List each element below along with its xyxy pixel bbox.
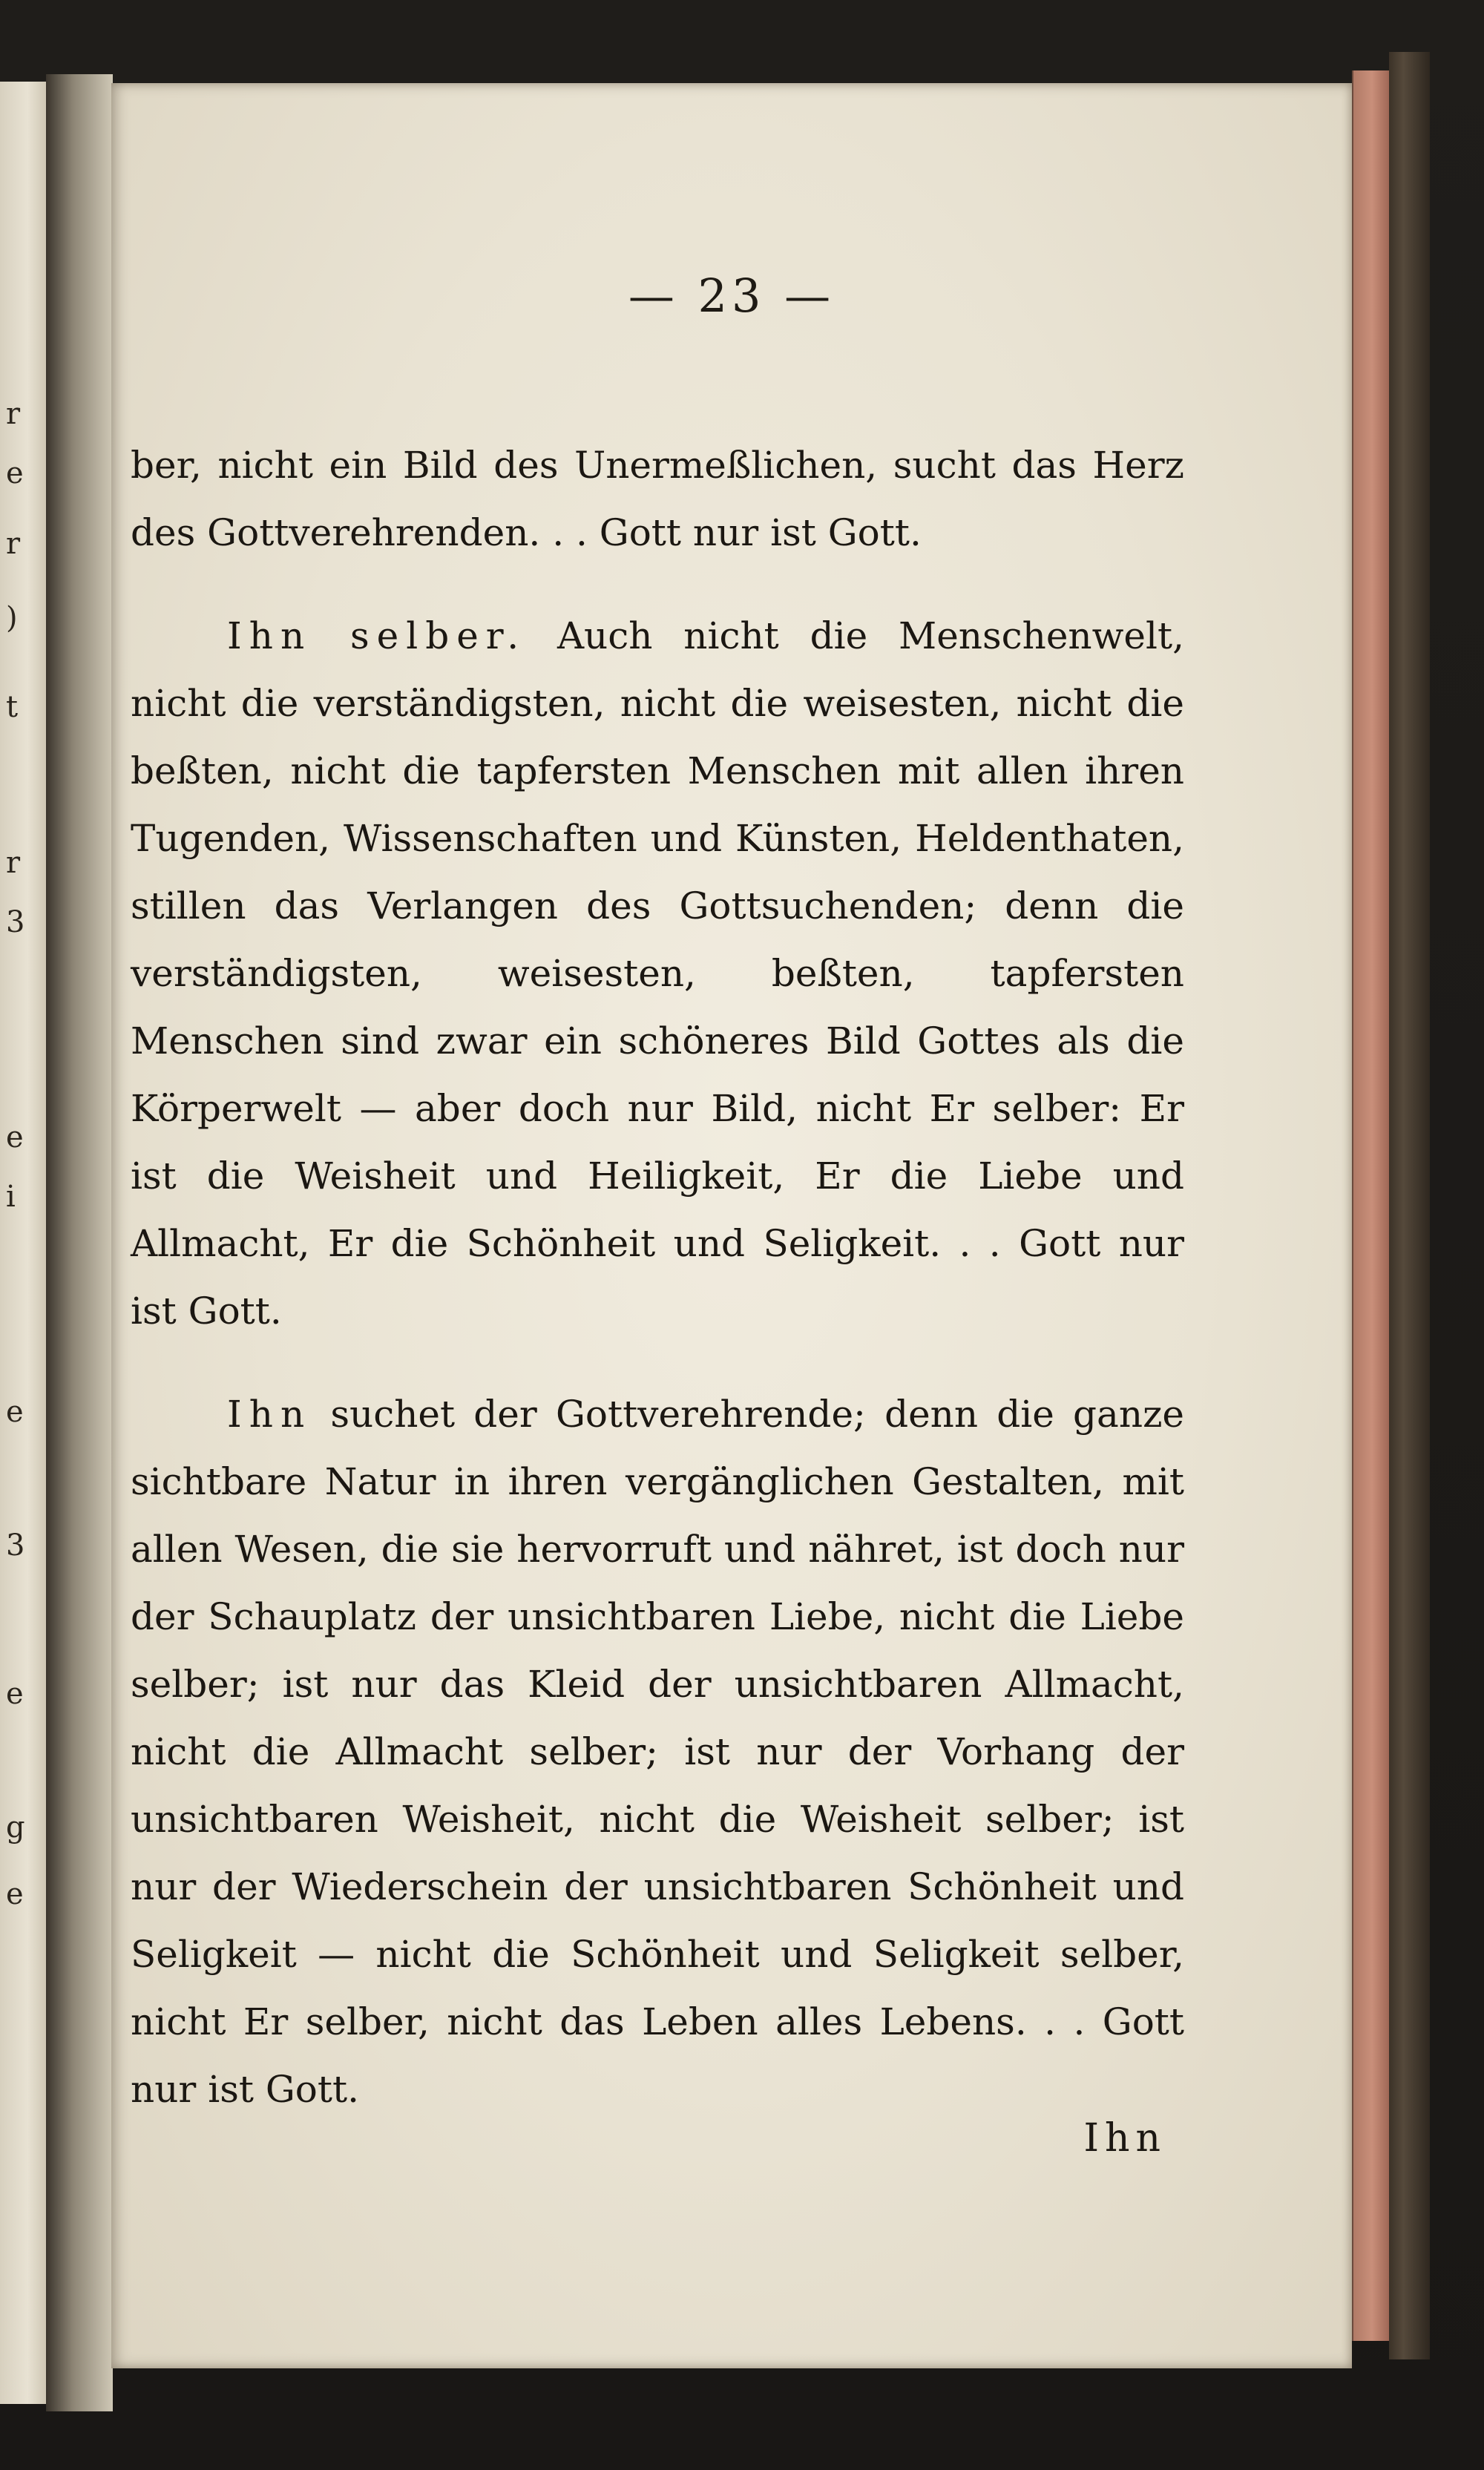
facing-page-fragment: e [6, 1395, 24, 1429]
facing-page-fragment: r [6, 397, 21, 431]
paragraph [131, 432, 1184, 567]
catchword: Ihn [1083, 2116, 1166, 2161]
facing-page-fragment: t [6, 690, 19, 724]
facing-page-fragment: r [6, 846, 21, 880]
facing-page-fragment: ) [6, 601, 18, 635]
page-body [131, 432, 1184, 2124]
facing-page-fragment: e [6, 1877, 24, 1911]
facing-page-fragment: e [6, 456, 24, 490]
facing-page-fragment: 3 [6, 905, 25, 939]
paragraph [131, 1381, 1184, 2124]
facing-page-edge [0, 82, 48, 2404]
cover-board [1389, 52, 1430, 2359]
paragraph-text: Auch nicht die Menschenwelt, nicht die verständigsten, nicht die weisesten, nicht die beßten, nicht die tapfersten Menschen mit allen ihren Tugenden, Wissenschaften und Künsten, Heldenthaten, stillen das Verlangen des Gottsuchenden; denn die verständigsten, weisesten, beßten, tapfersten Menschen sind zwar ein schöneres Bild Gottes als die Körperwelt — aber doch nur Bild, nicht Er selber: Er ist die Weisheit und Heiligkeit, Er die Liebe und Allmacht, Er die Schönheit und Seligkeit. . . Gott nur ist Gott. [131, 614, 1185, 1333]
paragraph-lead: Ihn [227, 1393, 312, 1436]
facing-page-fragment: e [6, 1677, 24, 1711]
facing-page-fragment: i [6, 1180, 16, 1214]
page-number-header: — 23 — [628, 269, 835, 323]
facing-page-fragment: r [6, 527, 21, 561]
facing-page-fragment: g [6, 1810, 25, 1845]
facing-page-fragment: e [6, 1120, 24, 1154]
paragraph [131, 602, 1184, 1345]
paragraph-text: ber, nicht ein Bild des Unermeßlichen, sucht das Herz des Gottverehrenden. . . Gott nur ist Gott. [131, 444, 1184, 554]
paragraph-text: suchet der Gottverehrende; denn die ganze sichtbare Natur in ihren vergänglichen Gestalten, mit allen Wesen, die sie hervorruft und nähret, ist doch nur der Schauplatz der unsichtbaren Liebe, nicht die Liebe selber; ist nur das Kleid der unsichtbaren Allmacht, nicht die Allmacht selber; ist nur der Vorhang der unsichtbaren Weisheit, nicht die Weisheit selber; ist nur der Wiederschein der unsichtbaren Schönheit und Seligkeit — nicht die Schönheit und Seligkeit selber, nicht Er selber, nicht das Leben alles Lebens. . . Gott nur ist Gott. [131, 1393, 1184, 2111]
page-edge-red [1352, 70, 1391, 2341]
facing-page-fragment: 3 [6, 1528, 25, 1563]
book-page [111, 83, 1352, 2368]
paragraph-lead: Ihn selber. [227, 614, 527, 657]
book-gutter [46, 74, 113, 2411]
